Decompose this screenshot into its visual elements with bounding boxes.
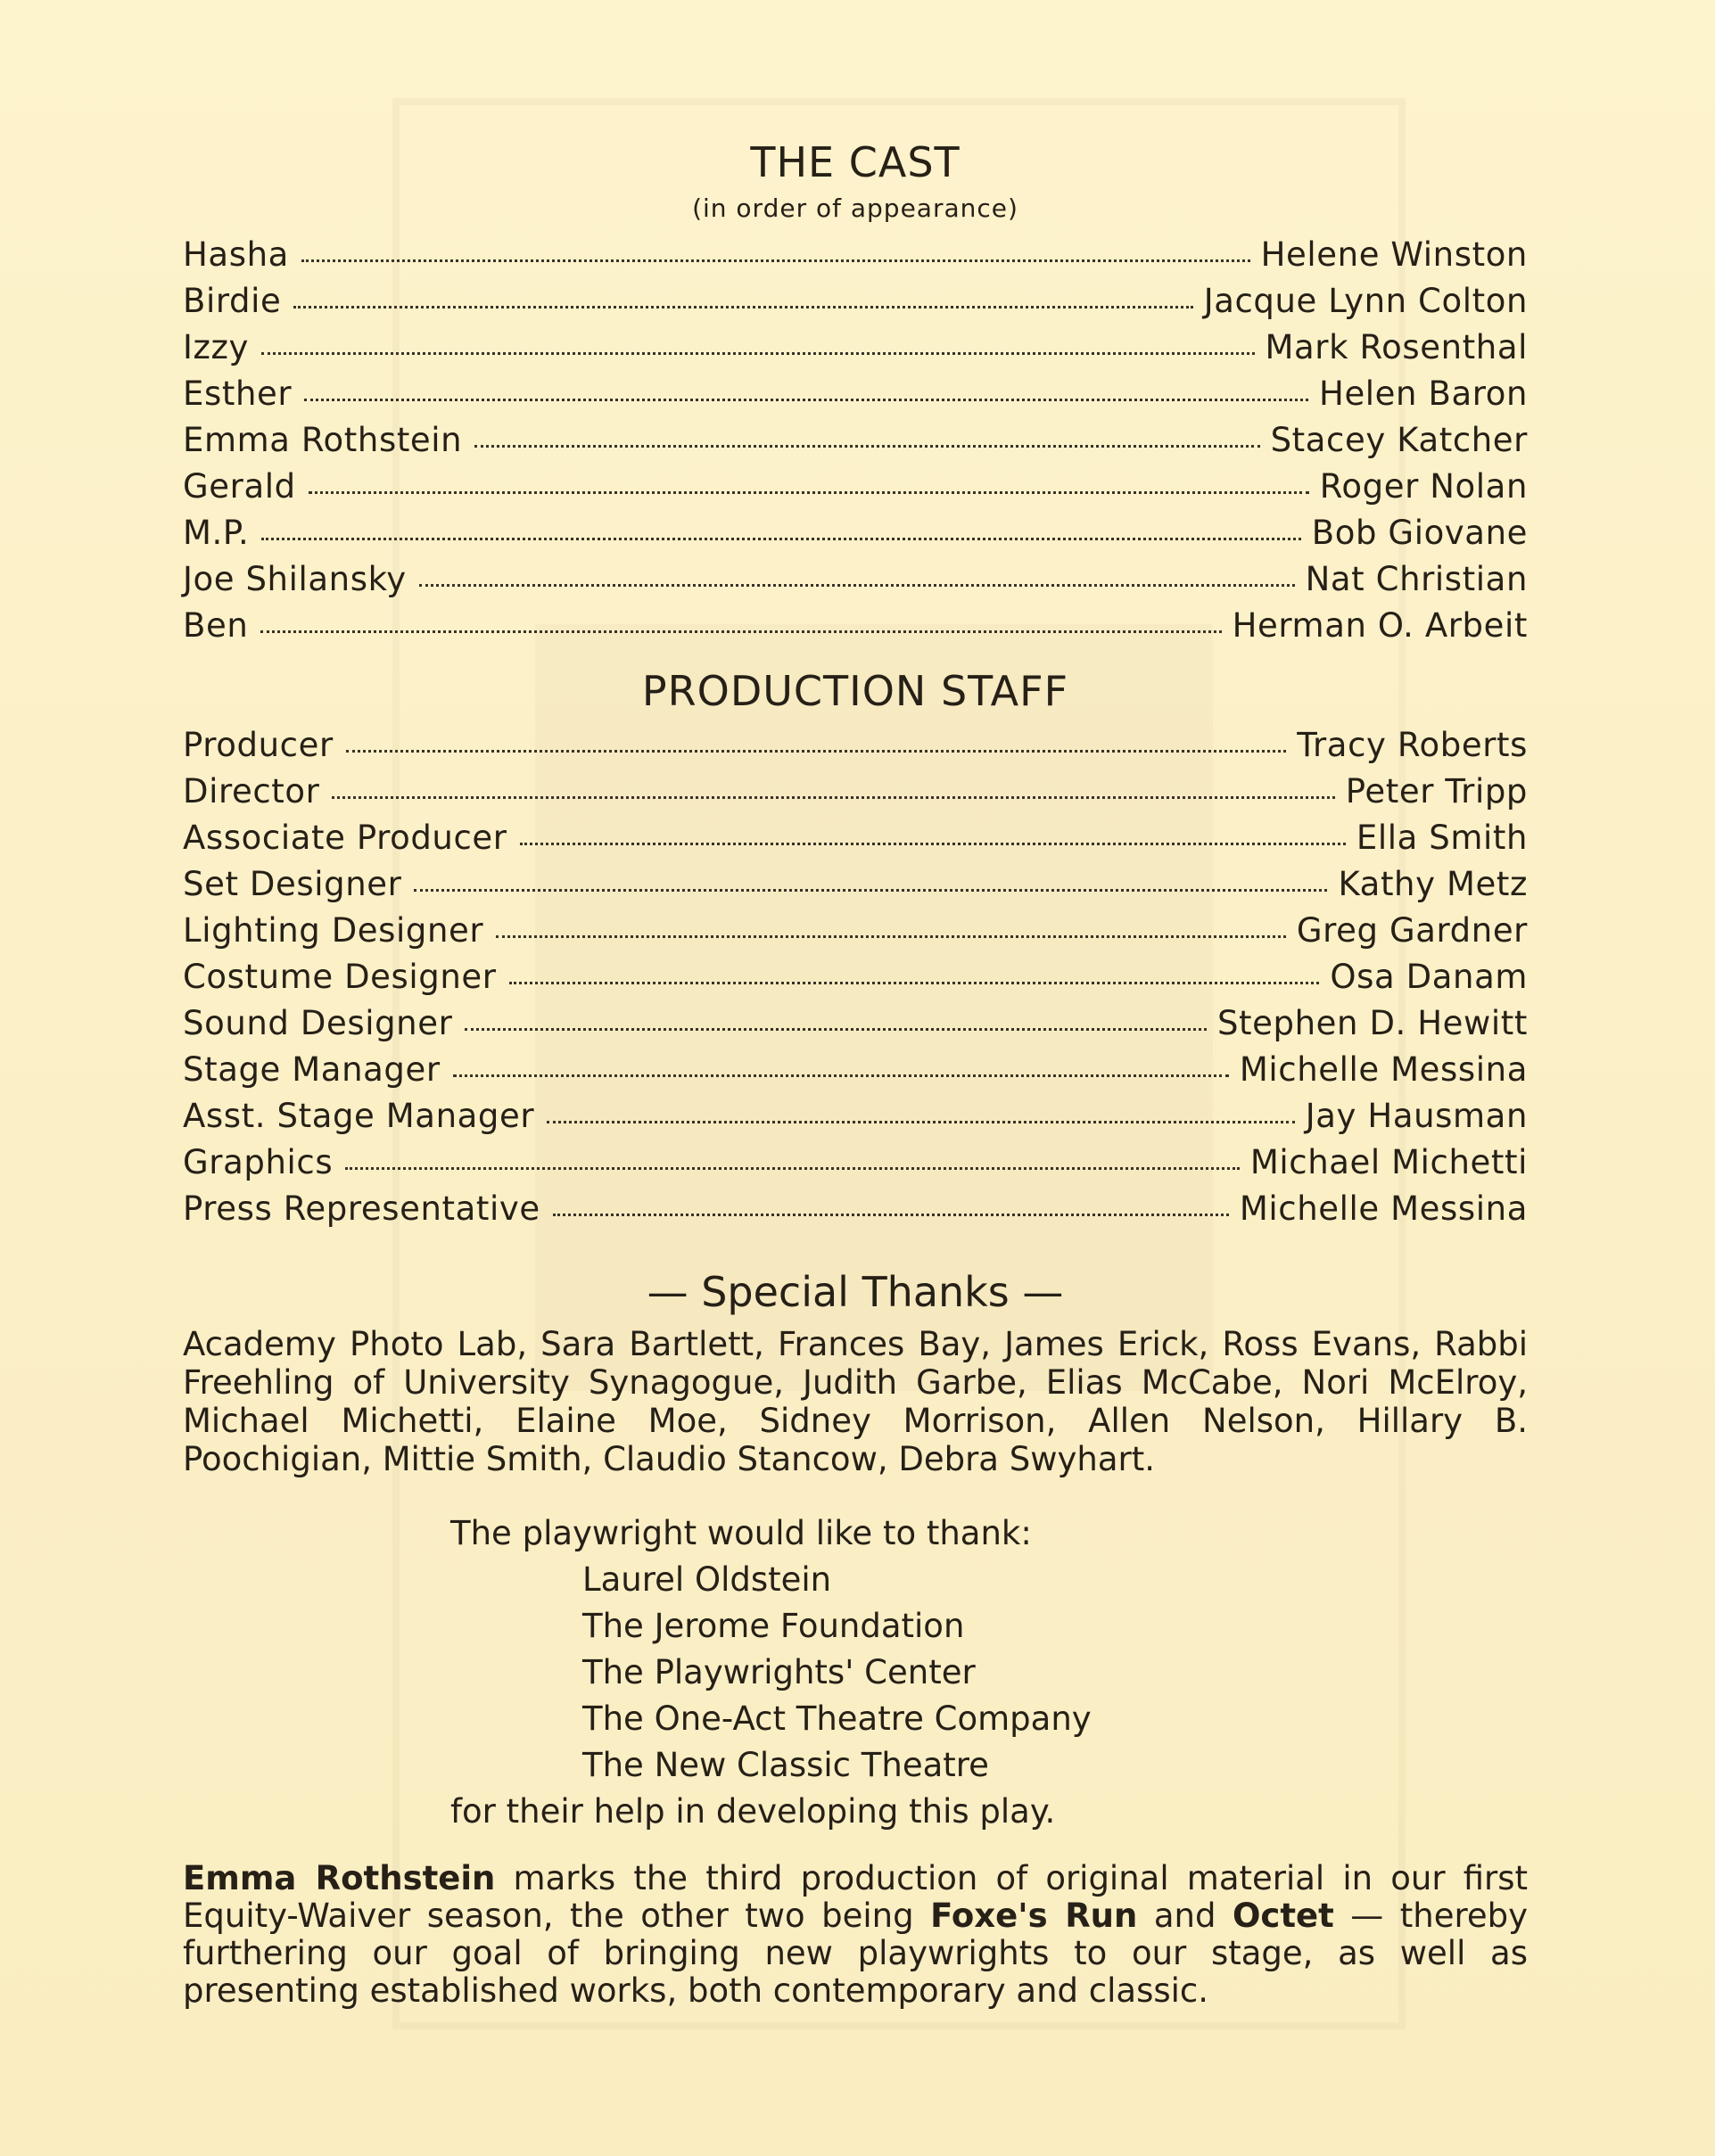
staff-row [183,1097,1528,1143]
dot-leader [261,352,1254,355]
dot-leader [309,491,1309,494]
dot-leader [520,843,1346,845]
staff-name: Michelle Messina [1239,1189,1528,1228]
cast-row [183,560,1528,606]
staff-row [183,772,1528,819]
dot-leader [465,1028,1207,1031]
staff-name: Michelle Messina [1239,1050,1528,1089]
staff-role-label: Stage Manager [183,1050,441,1089]
dot-leader [414,889,1327,892]
role-label: Ben [183,606,249,645]
role-label: Emma Rothstein [183,421,463,459]
dot-leader [261,538,1300,540]
staff-row [183,819,1528,865]
staff-role-label: Producer [183,726,334,764]
play-title-emma-rothstein: Emma Rothstein [183,1859,496,1897]
staff-role-label: Lighting Designer [183,911,484,950]
staff-name: Michael Michetti [1249,1143,1528,1181]
actor-name: Mark Rosenthal [1265,328,1528,366]
closing-text-3: — thereby furthering our goal of bringing new playwrights to our stage, as well as presenting established works, both contemporary and classic. [183,1897,1529,2010]
staff-row [183,865,1528,911]
dot-leader [332,796,1334,799]
role-label: M.P. [183,514,250,552]
dot-leader [419,584,1295,587]
role-label: Joe Shilansky [183,560,407,598]
dot-leader [474,445,1259,448]
list-item: The New Classic Theatre [582,1746,989,1784]
list-item: The One-Act Theatre Company [582,1699,1092,1738]
playwright-thanks-list [582,1557,1528,1789]
role-label: Gerald [183,467,296,506]
special-thanks-title: — Special Thanks — [647,1268,1064,1316]
role-label: Izzy [183,328,250,366]
cast-row [183,374,1528,421]
cast-row [183,606,1528,653]
actor-name: Herman O. Arbeit [1232,606,1528,645]
staff-role-label: Associate Producer [183,819,507,857]
role-label: Esther [183,374,293,413]
dot-leader [304,399,1308,401]
staff-name: Jay Hausman [1305,1097,1528,1135]
actor-name: Bob Giovane [1311,514,1528,552]
playwright-outro: for their help in developing this play. [450,1792,1056,1831]
staff-row [183,1143,1528,1189]
dot-leader [260,630,1221,633]
staff-name: Kathy Metz [1338,865,1528,903]
cast-title: THE CAST [750,138,961,186]
staff-role-label: Director [183,772,320,811]
cast-row [183,282,1528,328]
staff-name: Peter Tripp [1345,772,1528,811]
closing-text-2: and [1137,1897,1233,1935]
dot-leader [509,982,1320,984]
staff-name: Greg Gardner [1296,911,1528,950]
role-label: Hasha [183,235,289,274]
dot-leader [453,1074,1229,1077]
staff-name: Ella Smith [1356,819,1528,857]
cast-row [183,421,1528,467]
play-title-octet: Octet [1232,1897,1334,1935]
staff-role-label: Set Designer [183,865,402,903]
actor-name: Helen Baron [1319,374,1528,413]
cast-row [183,235,1528,282]
staff-row [183,911,1528,958]
staff-role-label: Graphics [183,1143,334,1181]
cast-row [183,467,1528,514]
cast-row [183,514,1528,560]
staff-row [183,1189,1528,1236]
actor-name: Stacey Katcher [1270,421,1528,459]
playwright-intro: The playwright would like to thank: [450,1514,1032,1552]
dot-leader [293,306,1192,309]
play-title-foxes-run: Foxe's Run [930,1897,1138,1935]
list-item: The Jerome Foundation [582,1607,965,1645]
actor-name: Helene Winston [1260,235,1528,274]
dot-leader [496,935,1286,938]
program-content [183,138,1528,2043]
actor-name: Jacque Lynn Colton [1203,282,1528,320]
special-thanks-body: Academy Photo Lab, Sara Bartlett, Frances Bay, James Erick, Ross Evans, Rabbi Freehling of University Synagogue, Judith Garbe, Elias McCabe, Nori McElroy, Michael Michetti, Elaine Moe, Sidney Morrison, Allen Nelson, Hillary B. Poochigian, Mittie Smith, Claudio Stancow, Debra Swyhart. [183,1325,1528,1478]
cast-list [183,235,1528,653]
dot-leader [301,259,1250,262]
dot-leader [547,1121,1295,1123]
actor-name: Roger Nolan [1319,467,1528,506]
staff-row [183,726,1528,772]
playwright-thanks [450,1510,1528,1835]
staff-row [183,958,1528,1004]
role-label: Birdie [183,282,282,320]
staff-row [183,1050,1528,1097]
staff-name: Stephen D. Hewitt [1216,1004,1528,1042]
list-item: The Playwrights' Center [582,1653,976,1691]
actor-name: Nat Christian [1305,560,1528,598]
dot-leader [553,1214,1229,1216]
cast-row [183,328,1528,374]
staff-list [183,726,1528,1236]
dot-leader [345,1167,1240,1170]
closing-paragraph [183,1860,1528,2010]
production-staff-title: PRODUCTION STAFF [641,667,1069,715]
staff-role-label: Sound Designer [183,1004,453,1042]
dot-leader [346,750,1286,753]
staff-role-label: Asst. Stage Manager [183,1097,535,1135]
list-item: Laurel Oldstein [582,1560,832,1599]
closing-text-1: marks the third production of original material in our first Equity-Waiver season, the other two being [183,1859,1529,1935]
staff-role-label: Costume Designer [183,958,497,996]
staff-role-label: Press Representative [183,1189,540,1228]
staff-name: Osa Danam [1330,958,1528,996]
staff-row [183,1004,1528,1050]
cast-subtitle: (in order of appearance) [692,193,1018,223]
staff-name: Tracy Roberts [1297,726,1528,764]
